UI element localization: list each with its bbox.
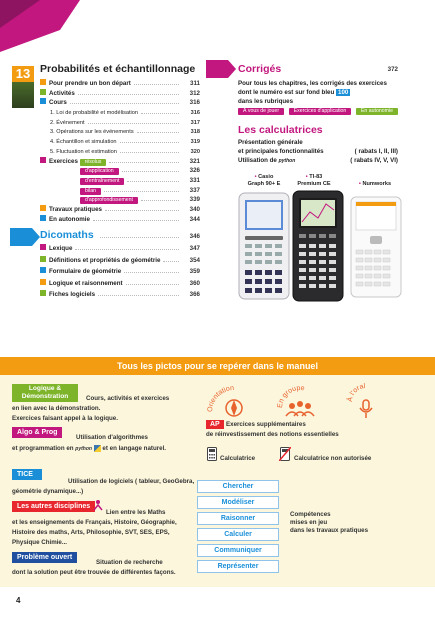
chapter-title: Probabilités et échantillonnage [40, 63, 196, 75]
calc-label-numworks: • Numworks [358, 181, 392, 187]
toc-bullet [40, 79, 46, 85]
corriges-page: 372 [387, 66, 398, 73]
toc-exercise-tag: bilan 337 [40, 186, 200, 196]
svg-text:Orientation: Orientation [206, 384, 235, 413]
toc-item: Pour prendre un bon départ 311 [40, 79, 200, 89]
tice-label: TICE [12, 469, 42, 480]
oral-icon [336, 378, 396, 420]
dicomaths-item: Fiches logiciels 366 [40, 289, 200, 301]
toc-bullet [40, 89, 46, 95]
dicomaths-toc [40, 243, 200, 301]
toc-item: Activités 312 [40, 89, 200, 99]
disciplines-icon [92, 499, 104, 511]
page-number: 4 [16, 596, 21, 605]
python-logo: python [75, 446, 92, 452]
toc-item-exercices: Exercices résolus 321 [40, 157, 200, 167]
toc-item: 3. Opérations sur les événements 318 [50, 129, 200, 136]
dicomaths-header [40, 229, 200, 241]
logique-text-3: Exercices faisant appel à la logique. [12, 415, 118, 422]
dicomaths-arrow-icon [10, 228, 40, 246]
logique-text-1: Cours, activités et exercices [86, 395, 170, 402]
corriges-title: Corrigés [238, 63, 282, 75]
dicomaths-item: Formulaire de géométrie 359 [40, 266, 200, 278]
group-icon [270, 378, 330, 420]
ap-badge: AP [206, 420, 224, 429]
blue-number-badge: 100 [338, 89, 349, 96]
orientation-icon [204, 378, 264, 420]
chapter-badge [12, 66, 34, 108]
dicomaths-page: 346 [189, 233, 200, 240]
ti-calculator-image [292, 190, 344, 302]
probleme-text-2: dont la solution peut être trouvée de différentes façons. [12, 569, 176, 576]
corriges-tags [238, 108, 398, 115]
toc-item: Travaux pratiques 340 [40, 205, 200, 215]
ap-text-2: de réinvestissement des notions essentielles [206, 431, 339, 438]
logique-text-2: en lien avec la démonstration. [12, 405, 101, 412]
toc-item: 2. Événement 317 [50, 119, 200, 126]
toc-exercise-tag: d'approfondissement 339 [40, 195, 200, 205]
dicomaths-item: Définitions et propriétés de géométrie 354 [40, 255, 200, 267]
corner-decoration [0, 0, 80, 52]
algo-text-2: et programmation en python et en langage naturel. [12, 445, 167, 452]
python-icon [94, 445, 101, 452]
disciplines-label: Les autres disciplines [12, 501, 95, 512]
competence-representer: Représenter [197, 560, 279, 573]
disciplines-text-3: Histoire des maths, Arts, Philosophie, SVT, SES, EPS, [12, 529, 170, 536]
competence-communiquer: Communiquer [197, 544, 279, 557]
chapter-toc [40, 79, 200, 224]
dicomaths-title: Dicomaths [40, 229, 94, 241]
calculatrices-title: Les calculatrices [238, 124, 323, 136]
competence-calculer: Calculer [197, 528, 279, 541]
logique-label: Logique & Démonstration [12, 384, 78, 402]
corriges-text: Pour tous les chapitres, les corrigés des exercices dont le numéro est sur fond bleu 100 dans les rubriques [238, 80, 387, 105]
calculatrice-non-autorisee-text: Calculatrice non autorisée [294, 455, 372, 462]
toc-item: En autonomie 344 [40, 215, 200, 225]
tice-text-1: Utilisation de logiciels ( tableur, GeoGebra, [68, 478, 195, 485]
toc-exercise-tag: d'application 326 [40, 166, 200, 176]
tag-en-autonomie: En autonomie [356, 108, 398, 115]
corriges-arrow-icon [206, 60, 236, 78]
calculatrices-text: Présentation générale et principales fonctionnalités ( rabats I, II, III) Utilisation de python ( rabats IV, V, VI) [238, 139, 398, 164]
tag-exercices-application: Exercices d'application [289, 108, 352, 115]
toc-exercise-tag: d'entraînement 331 [40, 176, 200, 186]
competence-modeliser: Modéliser [197, 496, 279, 509]
chapter-thumbnail [12, 82, 34, 108]
algo-text-1: Utilisation d'algorithmes [76, 434, 148, 441]
competences-caption: Compétences mises en jeu dans les travaux pratiques [290, 511, 369, 534]
svg-text:En groupe: En groupe [276, 384, 305, 409]
tice-text-2: géométrie dynamique...) [12, 488, 84, 495]
toc-item: 1. Loi de probabilité et modélisation 316 [50, 110, 200, 117]
disciplines-text-4: Physique Chimie... [12, 539, 68, 546]
svg-text:À l'oral: À l'oral [346, 383, 366, 403]
calc-label-ti: • TI-83 Premium CE [297, 174, 331, 187]
competence-raisonner: Raisonner [197, 512, 279, 525]
dicomaths-item: Logique et raisonnement 360 [40, 278, 200, 290]
dicomaths-item: Lexique 347 [40, 243, 200, 255]
python-logo: python [278, 158, 296, 164]
calculator-forbidden-icon [279, 447, 291, 461]
casio-calculator-image [238, 192, 290, 300]
ap-text-1: Exercices supplémentaires [226, 421, 306, 428]
calculatrice-text: Calculatrice [220, 455, 256, 462]
toc-bullet [40, 98, 46, 104]
probleme-text-1: Situation de recherche [96, 559, 163, 566]
pictos-band-title: Tous les pictos pour se repérer dans le manuel [0, 357, 435, 375]
numworks-calculator-image [350, 196, 402, 298]
disciplines-text-1: Lien entre les Maths [106, 509, 166, 516]
tag-a-vous-de-jouer: À vous de jouer [238, 108, 284, 115]
toc-item: Cours 316 [40, 98, 200, 108]
algo-label: Algo & Prog [12, 427, 62, 438]
probleme-label: Problème ouvert [12, 552, 77, 563]
disciplines-text-2: et les enseignements de Français, Histoire, Géographie, [12, 519, 177, 526]
calc-label-casio: • Casio Graph 90+ E [247, 174, 281, 187]
toc-item: 5. Fluctuation et estimation 320 [50, 148, 200, 155]
toc-item: 4. Échantillon et simulation 319 [50, 139, 200, 146]
calculator-icon [207, 447, 217, 461]
chapter-number: 13 [12, 66, 34, 82]
competence-chercher: Chercher [197, 480, 279, 493]
